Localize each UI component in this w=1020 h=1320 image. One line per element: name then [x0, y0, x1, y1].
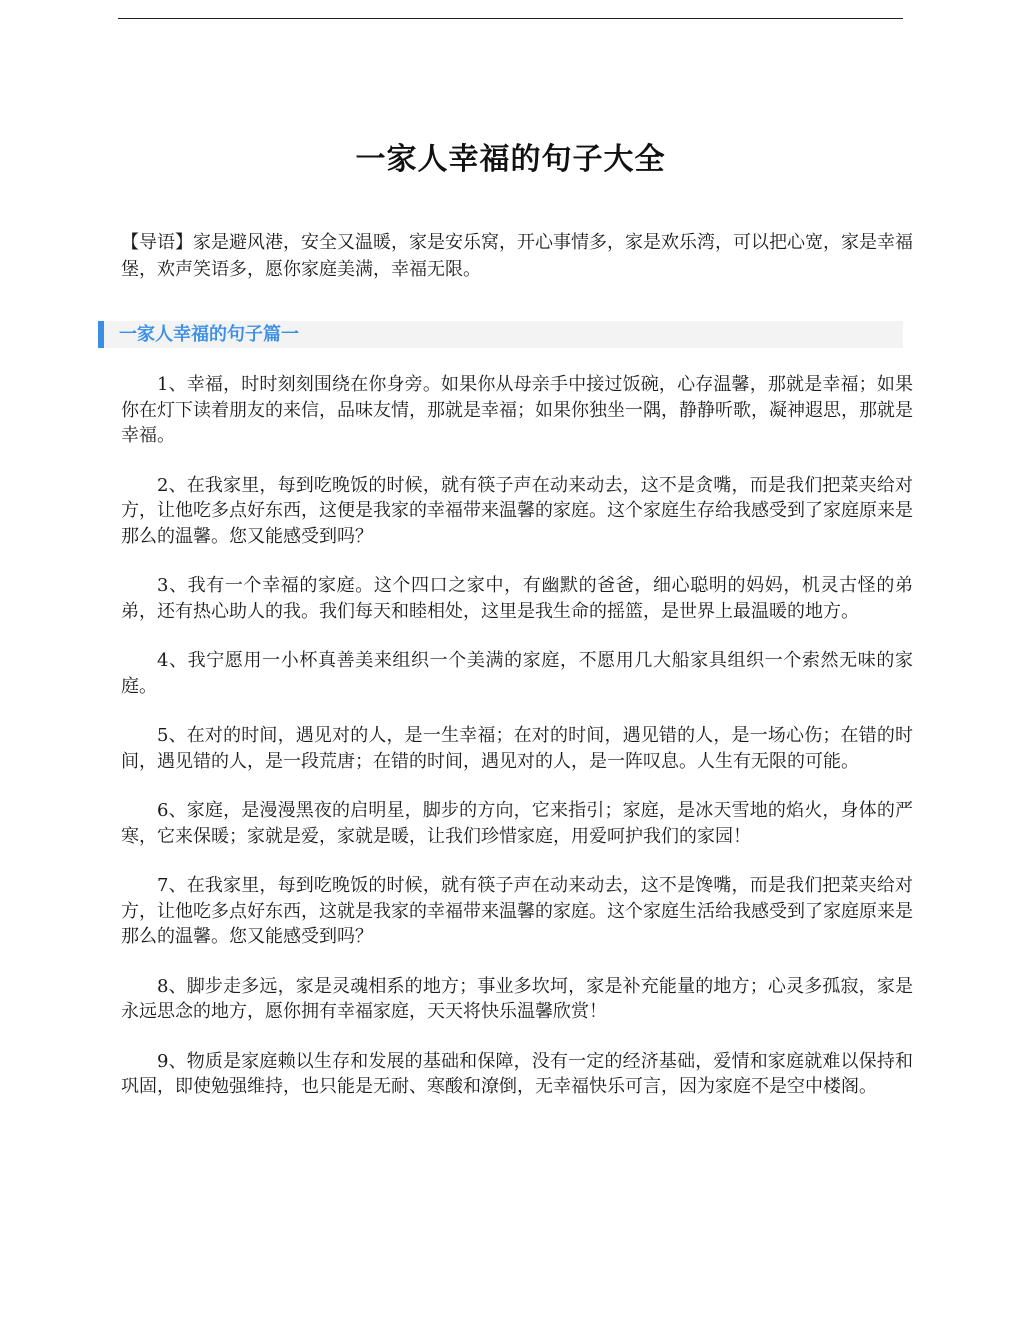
paragraph: 8、脚步走多远，家是灵魂相系的地方；事业多坎坷，家是补充能量的地方；心灵多孤寂，家是永远思念的地方，愿你拥有幸福家庭，天天将快乐温馨欣赏！	[121, 975, 913, 1022]
section-heading	[98, 321, 903, 348]
paragraph: 1、幸福，时时刻刻围绕在你身旁。如果你从母亲手中接过饭碗，心存温馨，那就是幸福；如果你在灯下读着朋友的来信，品味友情，那就是幸福；如果你独坐一隅，静静听歌，凝神遐思，那就是幸福。	[121, 374, 913, 446]
section-accent-bar	[98, 321, 104, 348]
header-rule	[118, 18, 903, 19]
paragraph: 7、在我家里，每到吃晚饭的时候，就有筷子声在动来动去，这不是馋嘴，而是我们把菜夹给对方，让他吃多点好东西，这就是我家的幸福带来温馨的家庭。这个家庭生活给我感受到了家庭原来是那么的温馨。您又能感受到吗？	[121, 875, 913, 947]
paragraph: 9、物质是家庭赖以生存和发展的基础和保障，没有一定的经济基础，爱情和家庭就难以保持和巩固，即使勉强维持，也只能是无耐、寒酸和潦倒，无幸福快乐可言，因为家庭不是空中楼阁。	[121, 1050, 913, 1097]
body-text	[121, 372, 913, 1124]
intro-paragraph: 【导语】家是避风港，安全又温暖，家是安乐窝，开心事情多，家是欢乐湾，可以把心宽，家是幸福堡，欢声笑语多，愿你家庭美满，幸福无限。	[121, 232, 913, 280]
paragraph: 3、我有一个幸福的家庭。这个四口之家中，有幽默的爸爸，细心聪明的妈妈，机灵古怪的弟弟，还有热心助人的我。我们每天和睦相处，这里是我生命的摇篮，是世界上最温暖的地方。	[121, 575, 913, 622]
page-title: 一家人幸福的句子大全	[355, 142, 666, 178]
paragraph: 4、我宁愿用一小杯真善美来组织一个美满的家庭，不愿用几大船家具组织一个索然无味的家庭。	[121, 650, 913, 697]
paragraph: 5、在对的时间，遇见对的人，是一生幸福；在对的时间，遇见错的人，是一场心伤；在错的时间，遇见错的人，是一段荒唐；在错的时间，遇见对的人，是一阵叹息。人生有无限的可能。	[121, 725, 913, 772]
paragraph: 6、家庭，是漫漫黑夜的启明星，脚步的方向，它来指引；家庭，是冰天雪地的焰火，身体的严寒，它来保暖；家就是爱，家就是暖，让我们珍惜家庭，用爱呵护我们的家园！	[121, 800, 913, 847]
paragraph: 2、在我家里，每到吃晚饭的时候，就有筷子声在动来动去，这不是贪嘴，而是我们把菜夹给对方，让他吃多点好东西，这便是我家的幸福带来温馨的家庭。这个家庭生存给我感受到了家庭原来是那么的温馨。您又能感受到吗？	[121, 474, 913, 547]
section-heading-text: 一家人幸福的句子篇一	[119, 324, 299, 345]
